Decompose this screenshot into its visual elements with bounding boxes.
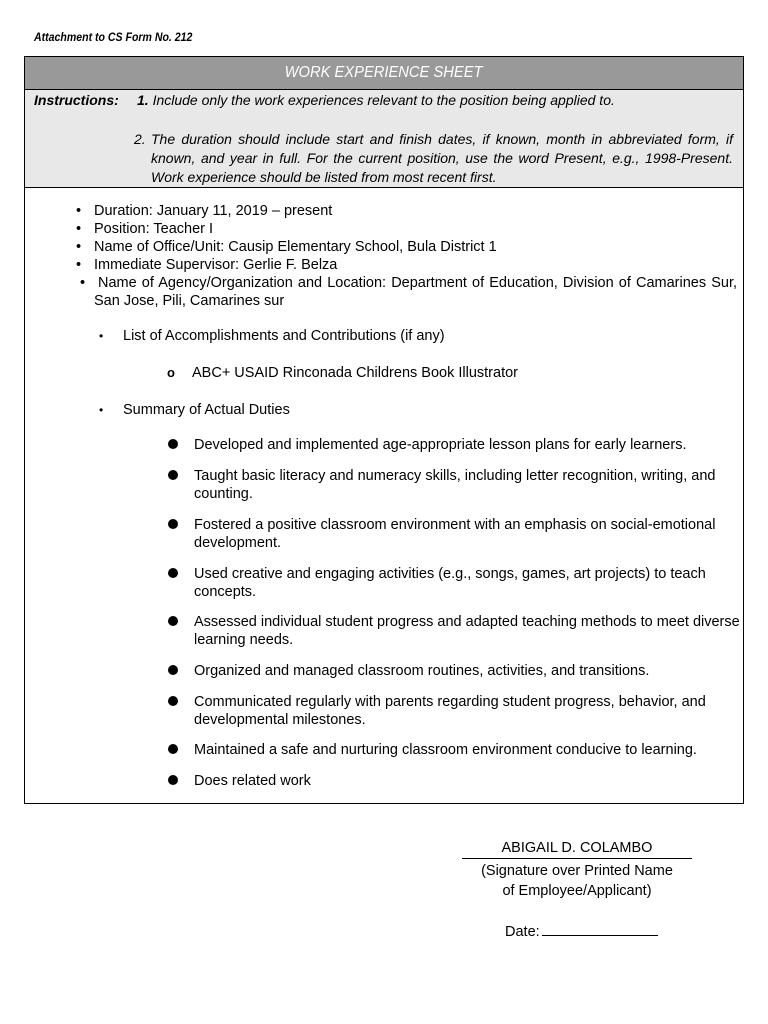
instruction-2-text: The duration should include start and finish dates, if known, month in abbreviated form, if known, and year in full. For the current position, use the word Present, e.g., 1998-Present. Work experience should be listed from most recent first.: [151, 131, 733, 185]
work-experience-sheet: [24, 56, 744, 804]
instruction-2: [134, 130, 733, 187]
signature-caption-1: (Signature over Printed Name: [481, 863, 673, 879]
date-blank-line: [542, 921, 658, 936]
detail-office: • Name of Office/Unit: Causip Elementary School, Bula District 1: [94, 238, 737, 256]
instruction-1-text: Include only the work experiences relevant to the position being applied to.: [152, 92, 615, 108]
instruction-1-number: 1.: [137, 92, 149, 108]
signature-caption-2: of Employee/Applicant): [502, 883, 652, 899]
duty-item: Fostered a positive classroom environment with an emphasis on social-emotional development.: [194, 516, 764, 552]
detail-position: • Position: Teacher I: [94, 220, 737, 238]
attachment-label: Attachment to CS Form No. 212: [34, 30, 193, 44]
signature-name: ABIGAIL D. COLAMBO: [462, 840, 692, 859]
duty-item: Maintained a safe and nurturing classroom environment conducive to learning.: [194, 741, 764, 759]
date-label: Date:: [505, 924, 540, 940]
sheet-title: WORK EXPERIENCE SHEET: [285, 64, 483, 81]
sheet-title-bar: [25, 57, 743, 90]
detail-supervisor: • Immediate Supervisor: Gerlie F. Belza: [94, 256, 737, 274]
duty-item: Communicated regularly with parents regarding student progress, behavior, and developmental milestones.: [194, 693, 764, 729]
duty-item: Developed and implemented age-appropriate lesson plans for early learners.: [194, 436, 764, 454]
instructions-label: Instructions:: [34, 92, 119, 108]
instruction-1: [137, 92, 615, 108]
duties-heading: • Summary of Actual Duties: [123, 401, 290, 419]
duty-item: Taught basic literacy and numeracy skills, including letter recognition, writing, and counting.: [194, 467, 764, 503]
accomplishments-heading: • List of Accomplishments and Contributions (if any): [123, 327, 445, 345]
accomplishment-item: o ABC+ USAID Rinconada Childrens Book Illustrator: [192, 364, 518, 382]
detail-duration: • Duration: January 11, 2019 – present: [94, 202, 737, 220]
detail-agency: • Name of Agency/Organization and Location: Department of Education, Division of Camarines Sur, San Jose, Pili, Camarines sur: [94, 274, 737, 310]
duty-item: Used creative and engaging activities (e.g., songs, games, art projects) to teach concepts.: [194, 565, 764, 601]
signature-block: [462, 840, 692, 901]
duty-item: Assessed individual student progress and adapted teaching methods to meet diverse learning needs.: [194, 613, 764, 649]
instruction-2-number: 2.: [134, 131, 146, 147]
duty-item: Organized and managed classroom routines, activities, and transitions.: [194, 662, 764, 680]
date-field: [505, 921, 658, 940]
duty-item: Does related work: [194, 772, 764, 790]
instructions-box: [25, 90, 743, 188]
